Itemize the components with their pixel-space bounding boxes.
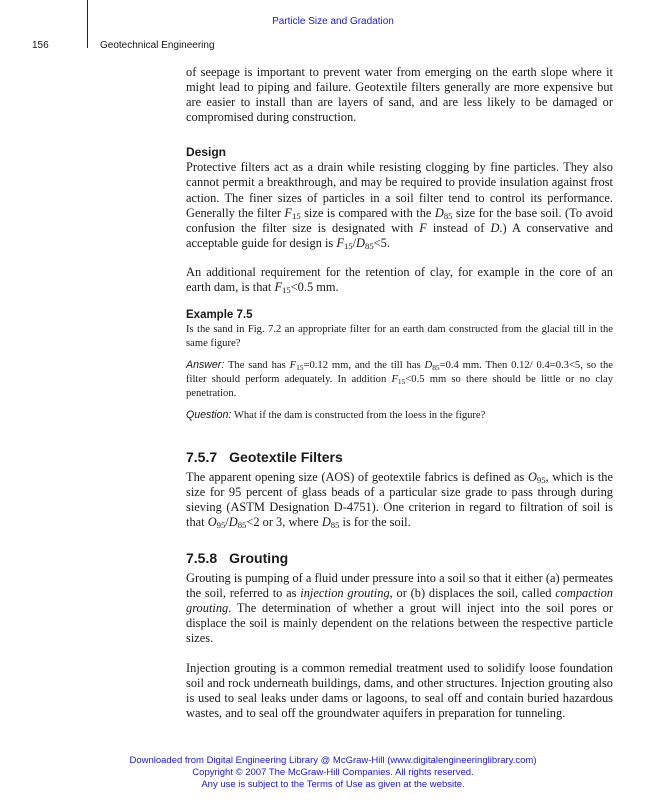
footer-copyright: Copyright © 2007 The McGraw-Hill Companies. All rights reserved. (192, 767, 474, 778)
page-body (186, 65, 613, 721)
geotextile-paragraph: The apparent opening size (AOS) of geotextile fabrics is defined as $O_{95}$, which is the size for 95 percent of glass beads of a particular size grade to pass through during sieving (ASTM Designation D-4751). One criterion in regard to filtration of soil is that $O_{95}/D_{85}<2$ or 3, where $D_{85}$ is for the soil. (186, 469, 614, 530)
footer (0, 755, 666, 791)
header-rule (87, 0, 88, 48)
running-head: Geotechnical Engineering (100, 40, 215, 51)
chapter-banner: Particle Size and Gradation (272, 16, 394, 27)
example-answer: Answer: The sand has $F_{15}=0.12$ mm, and the till has $D_{85}=0.4$ mm. Then 0.12/ 0.4=0.3<5, so the filter should perform adequately. In addition $F_{15}<0.5$ mm so there should be little or no clay penetration. (186, 359, 613, 399)
grouting-paragraph-1: Grouting is pumping of a fluid under pressure into a soil so that it either (a) permeates the soil, referred to as injection grouting, or (b) displaces the soil, called compaction grouting. The determination of whether a grout will inject into the soil pores or displace the soil is mainly dependent on the relations between the respective particle sizes. (186, 571, 613, 646)
footer-download-link[interactable]: Downloaded from Digital Engineering Library @ McGraw-Hill (www.digitalengineeringlibrary.com) (129, 755, 537, 766)
page-number: 156 (32, 40, 49, 51)
grouting-paragraph-2: Injection grouting is a common remedial treatment used to solidify loose foundation soil and rock underneath buildings, dams, and other structures. Injection grouting also is used to seal leaks under dams or lagoons, to seal off and contain buried hazardous wastes, and to seal off the groundwater aquifers in preparation for tunneling. (186, 660, 613, 720)
footer-terms[interactable]: Any use is subject to the Terms of Use as given at the website. (201, 779, 465, 790)
section-heading-geotextile-filters: 7.5.7 Geotextile Filters (186, 448, 343, 465)
section-heading-grouting: 7.5.8 Grouting (186, 550, 289, 567)
design-paragraph-2: An additional requirement for the retention of clay, for example in the core of an earth dam, is that $F_{15}<0.5$ mm. (186, 264, 613, 296)
example-heading: Example 7.5 (186, 309, 253, 322)
example-question: Is the sand in Fig. 7.2 an appropriate filter for an earth dam constructed from the glacial till in the same figure? (186, 324, 613, 349)
design-heading: Design (186, 145, 227, 160)
example-followup-question: Question: What if the dam is constructed from the loess in the figure? (186, 409, 486, 422)
design-paragraph-1: Protective filters act as a drain while resisting clogging by fine particles. They also cannot permit a breakthrough, and may be required to provide insulation against frost action. The finer sizes of particles in a soil filter tend to control its performance. Generally the filter $F_{15}$ size is compared with the $D_{85}$ size for the base soil. (To avoid confusion the filter size is designated with F instead of D.) A conservative and acceptable guide for design is $F_{15}/D_{85}<5$. (186, 160, 613, 251)
intro-paragraph: of seepage is important to prevent water from emerging on the earth slope where it might lead to piping and failure. Geotextile filters generally are more expensive but are easier to install than are layers of sand, and are less likely to be damaged or compromised during construction. (186, 65, 613, 125)
